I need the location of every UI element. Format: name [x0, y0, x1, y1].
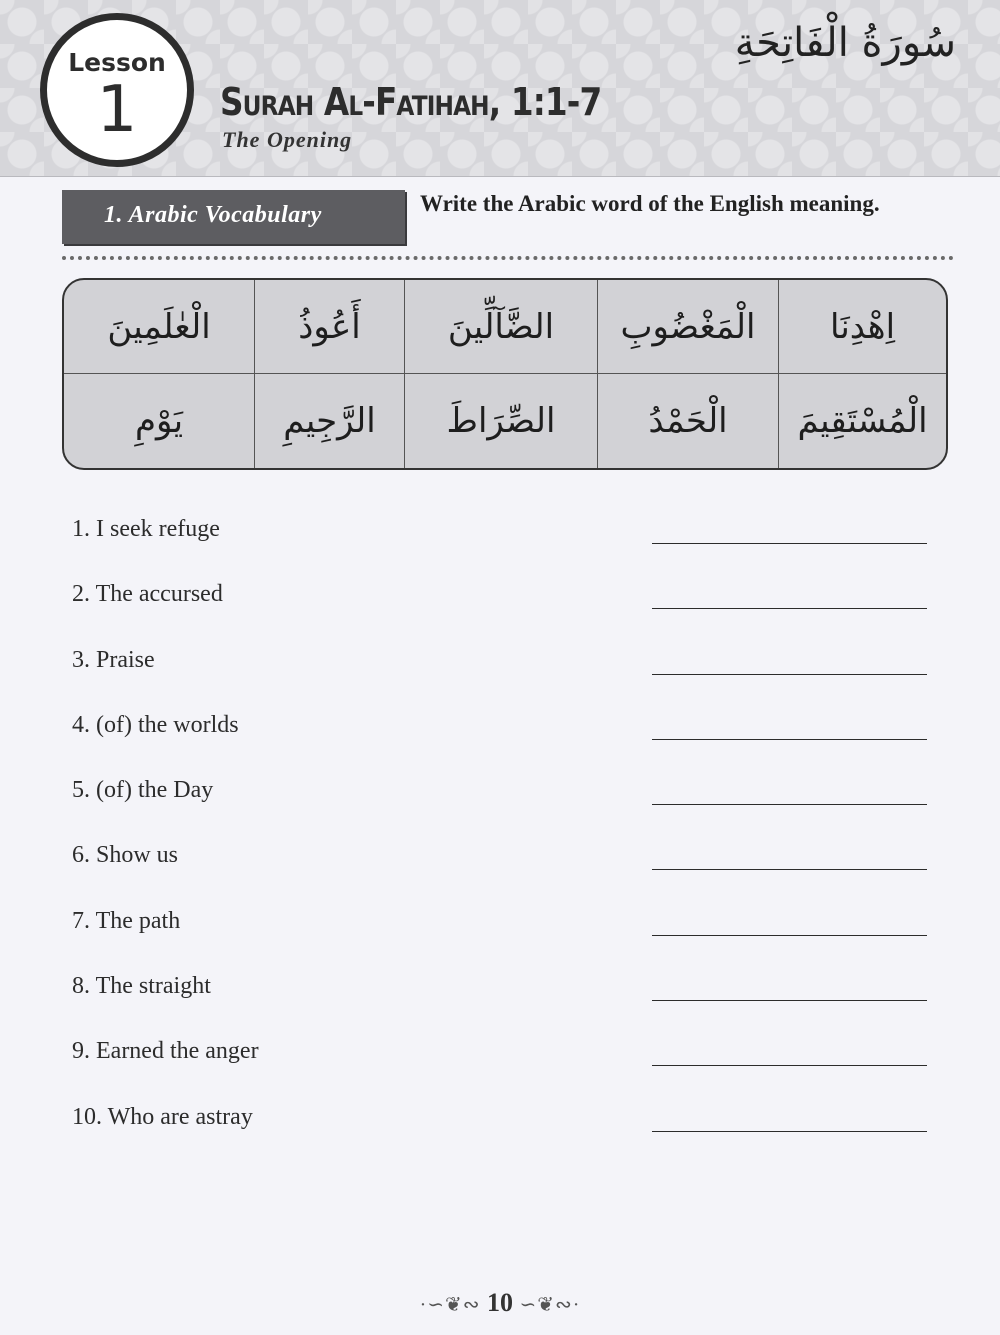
left-ornament-icon: ·∽❦∾ — [419, 1294, 481, 1316]
lesson-label: Lesson — [68, 48, 166, 77]
question-list — [72, 510, 932, 1163]
question-text: 4. (of) the worlds — [72, 711, 239, 738]
answer-line[interactable] — [652, 869, 927, 870]
question-item — [72, 836, 932, 901]
question-text: 1. I seek refuge — [72, 516, 220, 542]
question-item — [72, 641, 932, 706]
page-number: 10 — [487, 1288, 513, 1317]
question-item — [72, 706, 932, 771]
right-ornament-icon: ∽❦∾· — [519, 1294, 581, 1316]
dotted-divider — [62, 256, 954, 260]
question-text: 5. (of) the Day — [72, 777, 214, 804]
vocab-cell: يَوْمِ — [64, 374, 255, 468]
question-text: 9. Earned the anger — [72, 1038, 259, 1065]
question-text: 3. Praise — [72, 646, 155, 673]
vocab-cell: الضَّآلِّينَ — [405, 280, 598, 374]
page-header — [0, 0, 1000, 177]
lesson-badge — [40, 13, 194, 167]
question-text: 6. Show us — [72, 842, 179, 869]
vocab-cell: أَعُوذُ — [255, 280, 405, 374]
page-subtitle: The Opening — [222, 127, 353, 152]
vocab-cell: الْمَغْضُوبِ — [598, 280, 779, 374]
question-item — [72, 1098, 932, 1163]
answer-line[interactable] — [652, 608, 927, 609]
arabic-title: سُورَةُ الْفَاتِحَةِ — [734, 20, 956, 66]
vocab-cell: الْحَمْدُ — [598, 374, 779, 468]
question-item — [72, 1032, 932, 1097]
answer-line[interactable] — [652, 543, 927, 544]
answer-line[interactable] — [652, 1065, 927, 1066]
answer-line[interactable] — [652, 674, 927, 675]
page-footer — [0, 1288, 1000, 1318]
vocab-cell: الرَّجِيمِ — [255, 374, 405, 468]
question-item — [72, 510, 932, 575]
vocab-cell: الصِّرَاطَ — [405, 374, 598, 468]
answer-line[interactable] — [652, 935, 927, 936]
answer-line[interactable] — [652, 1131, 927, 1132]
question-text: 8. The straight — [72, 973, 211, 1000]
question-item — [72, 902, 932, 967]
question-text: 7. The path — [72, 907, 181, 934]
vocab-cell: اِهْدِنَا — [779, 280, 946, 374]
question-item — [72, 967, 932, 1032]
answer-line[interactable] — [652, 804, 927, 805]
vocab-cell: الْعٰلَمِينَ — [64, 280, 255, 374]
question-item — [72, 575, 932, 640]
lesson-number: 1 — [96, 73, 138, 147]
answer-line[interactable] — [652, 1000, 927, 1001]
vocabulary-table — [62, 278, 948, 470]
question-item — [72, 771, 932, 836]
page-title: Surah Al-Fatihah, 1:1-7 — [220, 80, 602, 124]
vocab-cell: الْمُسْتَقِيمَ — [797, 401, 928, 441]
section-tab — [62, 190, 405, 244]
section-label: 1. Arabic Vocabulary — [104, 202, 322, 228]
question-text: 10. Who are astray — [72, 1103, 253, 1130]
question-text: 2. The accursed — [72, 581, 223, 608]
instruction-text: Write the Arabic word of the English meaning. — [420, 191, 880, 216]
answer-line[interactable] — [652, 739, 927, 740]
